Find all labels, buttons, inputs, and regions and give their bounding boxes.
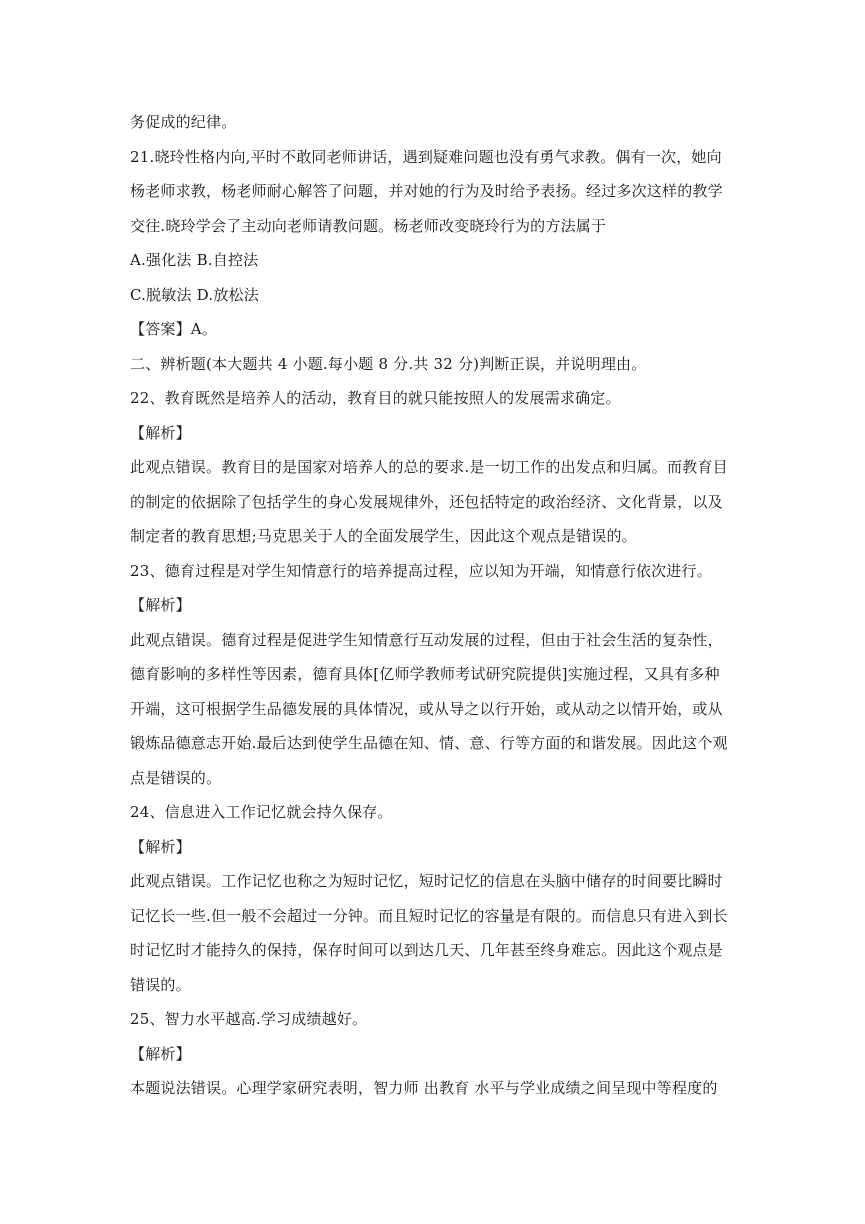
text-line: 此观点错误。教育目的是国家对培养人的总的要求.是一切工作的出发点和归属。而教育目 xyxy=(130,458,728,476)
text-line: 【答案】A。 xyxy=(130,320,218,338)
text-line: 时记忆时才能持久的保持，保存时间可以到达几天、几年甚至终身难忘。因此这个观点是 xyxy=(130,941,723,959)
text-line: 二、辨析题(本大题共 4 小题.每小题 8 分.共 32 分)判断正误，并说明理由。 xyxy=(130,354,647,373)
text-line: 此观点错误。德育过程是促进学生知情意行互动发展的过程，但由于社会生活的复杂性， xyxy=(130,630,723,649)
text-line: 【解析】 xyxy=(130,837,191,856)
document-body xyxy=(130,105,740,1106)
text-line: 本题说法错误。心理学家研究表明，智力师 出教育 水平与学业成绩之间呈现中等程度的 xyxy=(130,1079,718,1097)
text-line: 23、德育过程是对学生知情意行的培养提高过程，应以知为开端，知情意行依次进行。 xyxy=(130,561,712,580)
text-line: 记忆长一些.但一般不会超过一分钟。而且短时记忆的容量是有限的。而信息只有进入到长 xyxy=(130,906,728,925)
text-line: 杨老师求教，杨老师耐心解答了问题，并对她的行为及时给予表扬。经过多次这样的教学 xyxy=(130,182,723,200)
text-line: 此观点错误。工作记忆也称之为短时记忆，短时记忆的信息在头脑中储存的时间要比瞬时 xyxy=(130,872,723,890)
text-line: 交往.晓玲学会了主动向老师请教问题。杨老师改变晓玲行为的方法属于 xyxy=(130,216,607,235)
text-line: 【解析】 xyxy=(130,596,191,614)
text-line: 的制定的依据除了包括学生的身心发展规律外，还包括特定的政治经济、文化背景，以及 xyxy=(130,492,723,511)
text-line: 【解析】 xyxy=(130,423,191,442)
text-line: 错误的。 xyxy=(130,975,191,994)
text-line: 21.晓玲性格内向,平时不敢同老师讲话，遇到疑难问题也没有勇气求教。偶有一次，她向 xyxy=(130,147,722,166)
text-line: 制定者的教育思想;马克思关于人的全面发展学生，因此这个观点是错误的。 xyxy=(130,527,637,545)
text-line: 德育影响的多样性等因素，德育具体[亿师学教师考试研究院提供]实施过程，又具有多种 xyxy=(130,665,720,683)
text-line: 22、教育既然是培养人的活动，教育目的就只能按照人的发展需求确定。 xyxy=(130,389,621,407)
text-line: 点是错误的。 xyxy=(130,768,222,787)
text-line: 锻炼品德意志开始.最后达到使学生品德在知、情、意、行等方面的和谐发展。因此这个观 xyxy=(130,734,728,752)
text-line: C.脱敏法 D.放松法 xyxy=(130,285,259,304)
text-line: 务促成的纪律。 xyxy=(130,113,237,131)
text-line: 开端，这可根据学生品德发展的具体情况，或从导之以行开始，或从动之以情开始，或从 xyxy=(130,699,723,718)
text-line: 【解析】 xyxy=(130,1044,191,1063)
text-line: A.强化法 B.自控法 xyxy=(130,251,259,269)
text-line: 24、信息进入工作记忆就会持久保存。 xyxy=(130,803,393,821)
text-line: 25、智力水平越高.学习成绩越好。 xyxy=(130,1010,368,1028)
